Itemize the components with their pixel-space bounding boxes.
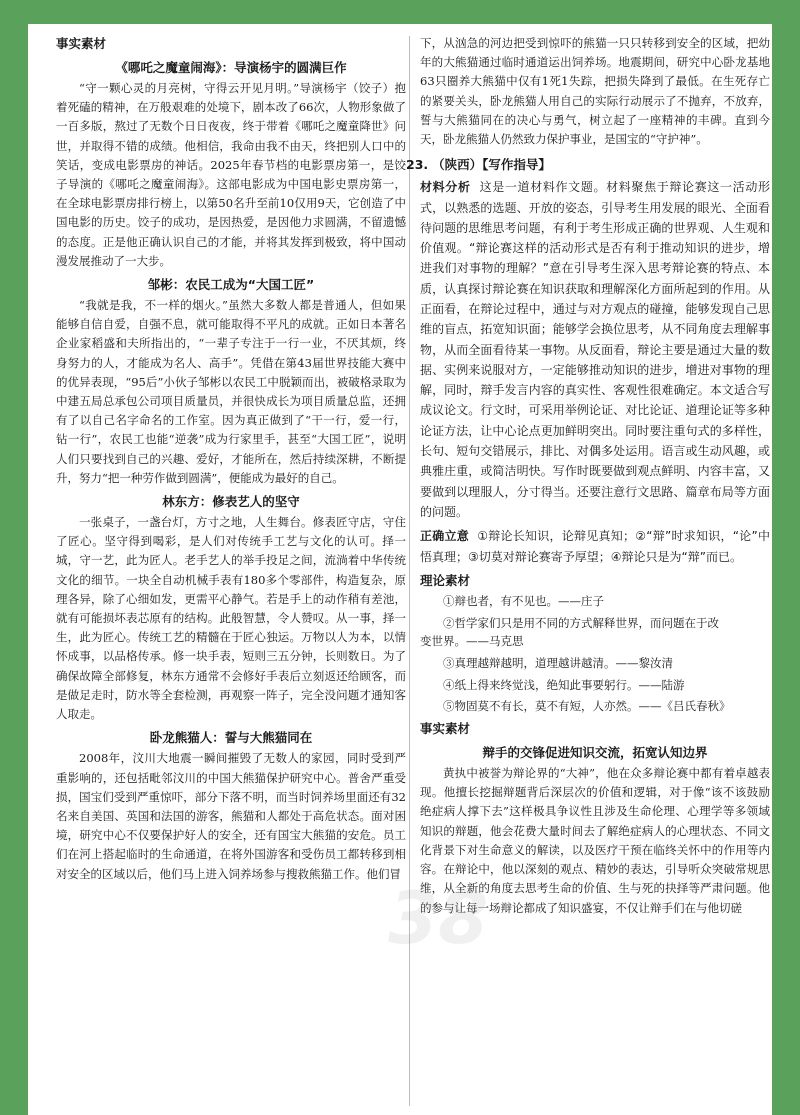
section-label-theory: 理论素材 (420, 572, 471, 588)
material-body-zoubin: “我就是我，不一样的烟火。”虽然大多数人都是普通人，但如果能够自信自爱，自强不息，就可能取得不平凡的成就。正如日本著名企业家稻盛和夫所指出的，“一辈子专注于一行一业，不厌其烦，终身努力的人，才能成为名人、高手”。凭借在第43届世界技能大赛中的优异表现，“95后”小伙子邹彬以农民工中脱颖而出，被破格录取为中建五局总承包公司项目质量员，并很快成长为项目质量总监，还拥有了以自己名字命名的工作室。因为真正做到了“干一行，爱一行，钻一行”，农民工也能“逆袭”成为行家里手，甚至“大国工匠”，说明人们只要找到自己的兴趣、爱好，才能所在，然后持续深耕，不断提升，努力“把一种劳作做到圆满”，便能成为最好的自己。 (56, 298, 406, 485)
analysis-label: 材料分析 (420, 180, 471, 195)
material-body-lindongfang: 一张桌子，一盏台灯，方寸之地，人生舞台。修表匠守店，守住了匠心。坚守得到喝彩，是人们对传统手工艺与文化的认可。择一城，守一艺，此为匠人。老手艺人的举手投足之间，流淌着中华传统文化的细节。一块全自动机械手表有180多个零部件，构造复杂，原理各异，除了心细如发，更需平心静气。若是手上的动作稍有差池，就有可能损坏表芯原有的结构。此般智慧，令人赞叹。从一事，择一生，此为匠心。传统工艺的精髓在于匠心独运。万物以人为本，以情怀成事，以品格传承。修一块手表，短则三五分钟，长则数日。为了确保故障全部修复，林东方通常不会修好手表后立刻返还给顾客，而是做足走时，防水等全套检测，再观察一阵子，完全没问题才通知客人取走。 (56, 515, 406, 722)
material-body-debate: 黄执中被誉为辩论界的“大神”，他在众多辩论赛中都有着卓越表现。他擅长挖掘辩题背后深层次的价值和逻辑，对于像“该不该鼓励绝症病人撑下去”这样极具争议性且涉及生命伦理、心理学等多领域知识的辩题，他会花费大量时间去了解绝症病人的心理状态、不同文化背景下对生命意义的解读，以及医疗干预在临终关怀中的作用等内容。在辩论中，他以深刻的观点、精妙的表达，引导听众突破常规思维，从全新的角度去思考生命的价值、生与死的抉择等严肃问题。他的参与让每一场辩论都成了知识盛宴，不仅让辩手们在与他切磋 (420, 766, 770, 915)
material-title-zoubin: 邹彬：农民工成为“大国工匠” (147, 277, 315, 293)
section-label-facts-2: 事实素材 (420, 721, 471, 737)
quote-item: ⑤物固莫不有长，莫不有短，人亦然。——《吕氏春秋》 (443, 699, 731, 714)
question-number: 23. (406, 157, 429, 173)
publisher-watermark: 38 (388, 876, 489, 960)
column-divider (409, 36, 410, 1106)
material-body-nezha: “守一颗心灵的月亮树，守得云开见月明。”导演杨宇（饺子）抱着死磕的精神，在万般艰难的处境下，剧本改了66次，人物形象做了一百多版，熬过了无数个日日夜夜，终于带着《哪吒之魔童降世》问世，并取得不错的成绩。他相信，我命由我不由天，终把别人口中的笑话，变成电影票房的神话。2025年春节档的电影票房第一，是饺子导演的《哪吒之魔童闹海》。这部电影成为中国电影史票房第一，在全球电影票房排行榜上，以第50名升至前10仅用9天，它创造了中国电影的历史。饺子的成功，是因热爱，是因他力求圆满，不留遗憾的态度。正是他正确认识自己的才能，并将其发挥到极致，将中国动漫发展推动了一大步。 (56, 81, 406, 268)
standpoint-paragraph (420, 526, 770, 567)
right-column (406, 34, 770, 918)
analysis-paragraph (420, 177, 770, 522)
material-title-lindongfang: 林东方：修表艺人的坚守 (162, 494, 300, 510)
material-body-wolong-continued: 下，从汹急的河边把受到惊吓的熊猫一只只转移到安全的区域，把幼年的大熊猫通过临时通道运出饲养场。地震期间，研究中心卧龙基地63只圈养大熊猫中仅有1死1失踪，把损失降到了最低。在生死存亡的紧要关头，卧龙熊猫人用自己的实际行动展示了不抛弃，不放弃，誓与大熊猫同在的决心与勇气，树立起了一座精神的丰碑。直到今天，卧龙熊猫人仍然致力保护事业，是国宝的“守护神”。 (420, 36, 770, 147)
quote-item: ①辩也者，有不见也。——庄子 (443, 593, 604, 608)
material-title-nezha: 《哪吒之魔童闹海》：导演杨宇的圆满巨作 (115, 60, 347, 75)
question-tag: （陕西）【写作指导】 (432, 157, 551, 173)
material-title-debate: 辩手的交锋促进知识交流，拓宽认知边界 (482, 745, 708, 761)
material-title-wolong: 卧龙熊猫人：誓与大熊猫同在 (149, 730, 313, 746)
document-page (28, 24, 772, 1115)
left-column (56, 34, 406, 884)
analysis-body: 这是一道材料作文题。材料聚焦于辩论赛这一活动形式，以熟悉的选题、开放的姿态，引导考生用发展的眼光、全面看待问题的思维思考问题，有利于考生形成正确的世界观、人生观和价值观。“辩论赛这样的活动形式是否有利于推动知识的进步，增进我们对事物的理解？”意在引导考生深入思考辩论赛的特点、本质，认真探讨辩论赛在知识获取和理解深化方面所起到的作用。从正面看，在辩论过程中，通过与对方观点的碰撞，能够发现自己思维的盲点，拓宽知识面；能够学会换位思考，从不同角度去理解事物，从而全面看待某一事物。从反面看，辩论主要是通过大量的数据、实例来说服对方，一定能够推动知识的进步，增进对事物的理解，同时，辩手发言内容的真实性、客观性很难确定。本文适合写成议论文。行文时，可采用举例论证、对比论证、道理论证等多种论证方法，让中心论点更加鲜明突出。同时要注重句式的多样性，长句、短句交错展示，排比、对偶多处运用。语言或生动风趣，或典雅庄重，或简洁明快。写作时既要做到观点鲜明、内容丰富，又要做到以理服人，分寸得当。还要注意行文思路、篇章布局等方面的问题。 (420, 180, 770, 519)
quote-item: ②哲学家们只是用不同的方式解释世界，而问题在于改 变世界。——马克思 (420, 615, 719, 649)
section-label-facts: 事实素材 (56, 36, 107, 51)
material-body-wolong: 2008年，汶川大地震一瞬间摧毁了无数人的家园，同时受到严重影响的，还包括毗邻汶川的中国大熊猫保护研究中心。普舍严重受损，国宝们受到严重惊吓，部分下落不明，而当时饲养场里面还有32名来自美国、英国和法国的游客，熊猫和人都处于高危状态。面对困境，研究中心不仅要保护好人的安全，还有国宝大熊猫的安危。员工们在河上搭起临时的生命通道，在将外国游客和受伤员工都转移到相对安全的区域以后，他们马上进入饲养场参与搜救熊猫工作。他们冒 (56, 751, 406, 881)
quote-item: ③真理越辩越明，道理越讲越清。——黎汝清 (443, 655, 673, 670)
standpoint-label: 正确立意 (420, 529, 470, 544)
question-header (406, 155, 770, 175)
standpoint-body: ①辩论长知识，论辩见真知；②“辩”时求知识，“论”中悟真理；③切莫对辩论赛寄予厚望；④辩论只是为“辩”而已。 (420, 529, 770, 564)
quote-item: ④纸上得来终觉浅，绝知此事要躬行。——陆游 (443, 677, 685, 692)
